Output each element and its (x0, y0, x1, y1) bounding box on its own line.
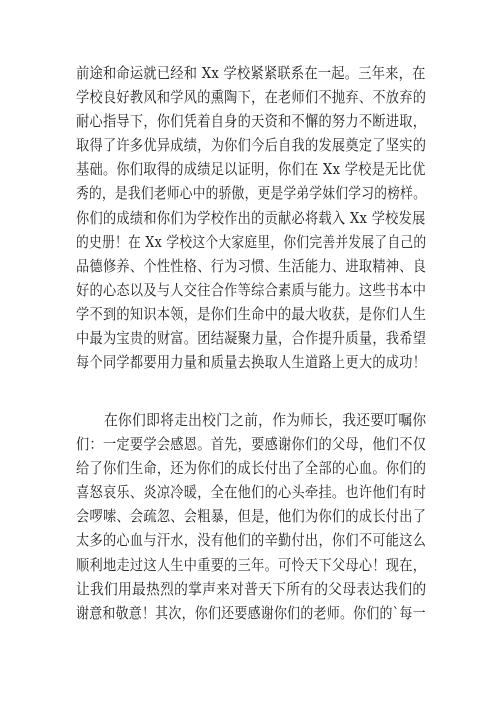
text-line: 喜怒哀乐、炎凉冷暖，全在他们的心头牵挂。也许他们有时 (76, 484, 427, 502)
text-line: 顺利地走过这人生中重要的三年。可怜天下父母心！现在， (76, 556, 427, 574)
text-line: 们：一定要学会感恩。首先，要感谢你们的父母，他们不仅 (76, 436, 427, 454)
text-line: 让我们用最热烈的掌声来对普天下所有的父母表达我们的 (76, 580, 427, 598)
text-line: 耐心指导下，你们凭着自身的天资和不懈的努力不断进取， (76, 113, 427, 131)
text-line: 品德修养、个性性格、行为习惯、生活能力、进取精神、良 (76, 257, 427, 275)
text-line: 会啰嗦、会疏忽、会粗暴，但是，他们为你们的成长付出了 (76, 508, 427, 526)
paragraph-1 (76, 62, 426, 375)
text-line: 中最为宝贵的财富。团结凝聚力量，合作提升质量，我希望 (76, 330, 427, 348)
text-line: 你们的成绩和你们为学校作出的贡献必将载入 Xx 学校发展 (76, 209, 426, 227)
text-line: 的史册！在 Xx 学校这个大家庭里，你们完善并发展了自己的 (76, 233, 427, 251)
text-line: 每个同学都要用力量和质量去换取人生道路上更大的成功！ (76, 354, 427, 372)
text-line: 学校良好教风和学风的熏陶下，在老师们不抛弃、不放弃的 (76, 89, 427, 107)
text-line: 基础。你们取得的成绩足以证明，你们在 Xx 学校是无比优 (76, 161, 426, 179)
paragraph-2 (76, 409, 426, 626)
text-line: 在你们即将走出校门之前，作为师长，我还要叮嘱你 (76, 412, 427, 429)
text-line: 好的心态以及与人交往合作等综合素质与能力。这些书本中 (76, 281, 427, 299)
text-line: 学不到的知识本领，是你们生命中的最大收获，是你们人生 (76, 305, 427, 323)
text-line: 谢意和敬意！其次，你们还要感谢你们的老师。你们的`每一 (76, 604, 426, 622)
text-line: 取得了许多优异成绩，为你们今后自我的发展奠定了坚实的 (76, 137, 427, 155)
text-line: 太多的心血与汗水，没有他们的辛勤付出，你们不可能这么 (76, 532, 427, 550)
text-line: 秀的，是我们老师心中的骄傲，更是学弟学妹们学习的榜样。 (76, 185, 427, 203)
text-line: 给了你们生命，还为你们的成长付出了全部的心血。你们的 (76, 460, 427, 478)
text-line: 前途和命运就已经和 Xx 学校紧紧联系在一起。三年来，在 (76, 65, 426, 82)
